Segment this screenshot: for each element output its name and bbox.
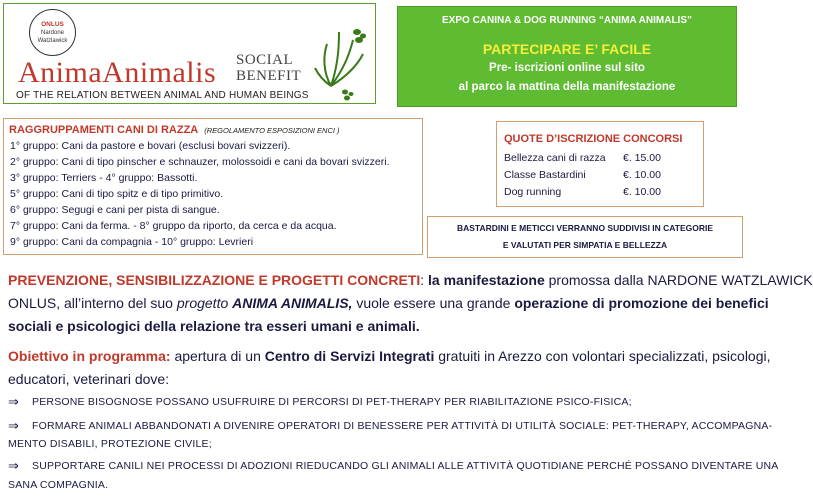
onlus-sub2: Watzlawick [37,38,68,44]
groups-ref: (REGOLAMENTO ESPOSIZIONI ENCI ) [204,126,340,135]
prevention-b1: la manifestazione [428,272,545,288]
arrow-icon: ⇒ [8,458,19,473]
prevention-colon: : [420,272,429,288]
objective-line1 [8,348,771,364]
brand-name [18,56,216,90]
prevention-heading: PREVENZIONE, SENSIBILIZZAZIONE E PROGETTI CONCRETI [8,272,421,288]
brand-text: AnimaAnimalis [18,56,217,89]
prevention-i1: progetto [176,295,233,311]
bullet-item: FORMARE ANIMALI ABBANDONATI A DIVENIRE OPERATORI DI BENESSERE PER ATTIVITÀ DI UTILITÀ SOCIALE: PET-THERAPY, ACCOMPAGNA- [32,420,773,432]
fees-box [496,121,704,207]
prevention-t2: ONLUS, all’interno del suo [8,295,177,311]
onlus-sub1: Nardone [40,30,64,36]
promo-line1: Pre- iscrizioni online sul sito [489,62,645,74]
objective-line2: educatori, veterinari dove: [8,371,170,387]
fee-price: €. 15.00 [623,152,661,164]
promo-cta: PARTECIPARE E’ FACILE [482,41,652,57]
note-box [427,216,743,258]
objective-b1: Centro di Servizi Integrati [264,348,435,364]
bullet-item-cont: MENTO DISABILI, PROTEZIONE CIVILE; [8,438,212,450]
objective-heading: Obiettivo in programma: [8,348,171,364]
fee-price: €. 10.00 [623,186,661,198]
hand-paw-icon [309,16,371,104]
note-line1: BASTARDINI E METICCI VERRANNO SUDDIVISI IN CATEGORIE [456,223,714,233]
group-item: 3° gruppo: Terriers - 4° gruppo: Bassotti. [10,172,198,184]
promo-box [397,6,737,107]
groups-title [9,124,340,136]
prevention-line1 [8,272,813,288]
breed-groups-box [3,118,423,255]
fees-title: QUOTE D’ISCRIZIONE CONCORSI [504,133,683,145]
arrow-icon: ⇒ [8,394,19,409]
note-line2: E VALUTATI PER SIMPATIA E BELLEZZA [502,240,668,250]
prevention-line3: sociali e psicologici della relazione tra esseri umani e animali. [8,318,420,334]
prevention-line2 [8,295,769,311]
group-item: 9° gruppo: Cani da compagnia - 10° gruppo: Levrieri [10,236,254,248]
group-item: 5° gruppo: Cani di tipo spitz e di tipo primitivo. [10,188,224,200]
social-label: SOCIAL [236,52,294,68]
benefit-label: BENEFIT [236,68,302,84]
group-item: 6° gruppo: Segugi e cani per pista di sangue. [10,204,220,216]
fee-name: Dog running [504,186,562,198]
objective-t1: apertura di un [170,348,265,364]
prevention-bi1: ANIMA ANIMALIS, [232,295,353,311]
group-item: 2° gruppo: Cani di tipo pinscher e schnauzer, molossoidi e cani da bovari svizzeri. [10,156,390,168]
arrow-icon: ⇒ [8,418,19,433]
prevention-t1: promossa dalla NARDONE WATZLAWICK [544,272,813,288]
fee-name: Classe Bastardini [504,169,586,181]
promo-line2: al parco la mattina della manifestazione [458,81,676,93]
fee-name: Bellezza cani di razza [504,152,606,164]
social-benefit [236,52,301,84]
bullet-item: PERSONE BISOGNOSE POSSANO USUFRUIRE DI PERCORSI DI PET-THERAPY PER RIABILITAZIONE PSICO-FISICA; [32,396,632,408]
logo-box [3,3,376,104]
groups-title-text: RAGGRUPPAMENTI CANI DI RAZZA [9,124,199,136]
prevention-b2: operazione di promozione dei benefici [514,295,769,311]
prevention-t3: vuole essere una grande [352,295,515,311]
promo-title: EXPO CANINA & DOG RUNNING “ANIMA ANIMALIS” [442,15,692,26]
relation-tagline: OF THE RELATION BETWEEN ANIMAL AND HUMAN BEINGS [16,90,309,101]
fee-price: €. 10.00 [623,169,661,181]
onlus-label: ONLUS [41,21,64,28]
group-item: 7° gruppo: Cani da ferma. - 8° gruppo da riporto, da cerca e da acqua. [10,220,337,232]
onlus-seal [29,9,76,56]
group-item: 1° gruppo: Cani da pastore e bovari (esclusi bovari svizzeri). [10,140,291,152]
bullet-item: SUPPORTARE CANILI NEI PROCESSI DI ADOZIONI RIEDUCANDO GLI ANIMALI ALLE ATTIVITÀ QUOTIDIANE PERCHÉ POSSANO DIVENTARE UNA [32,460,779,472]
objective-t2: gratuiti in Arezzo con volontari specializzati, psicologi, [434,348,771,364]
bullet-item-cont: SANA COMPAGNIA. [8,479,109,491]
